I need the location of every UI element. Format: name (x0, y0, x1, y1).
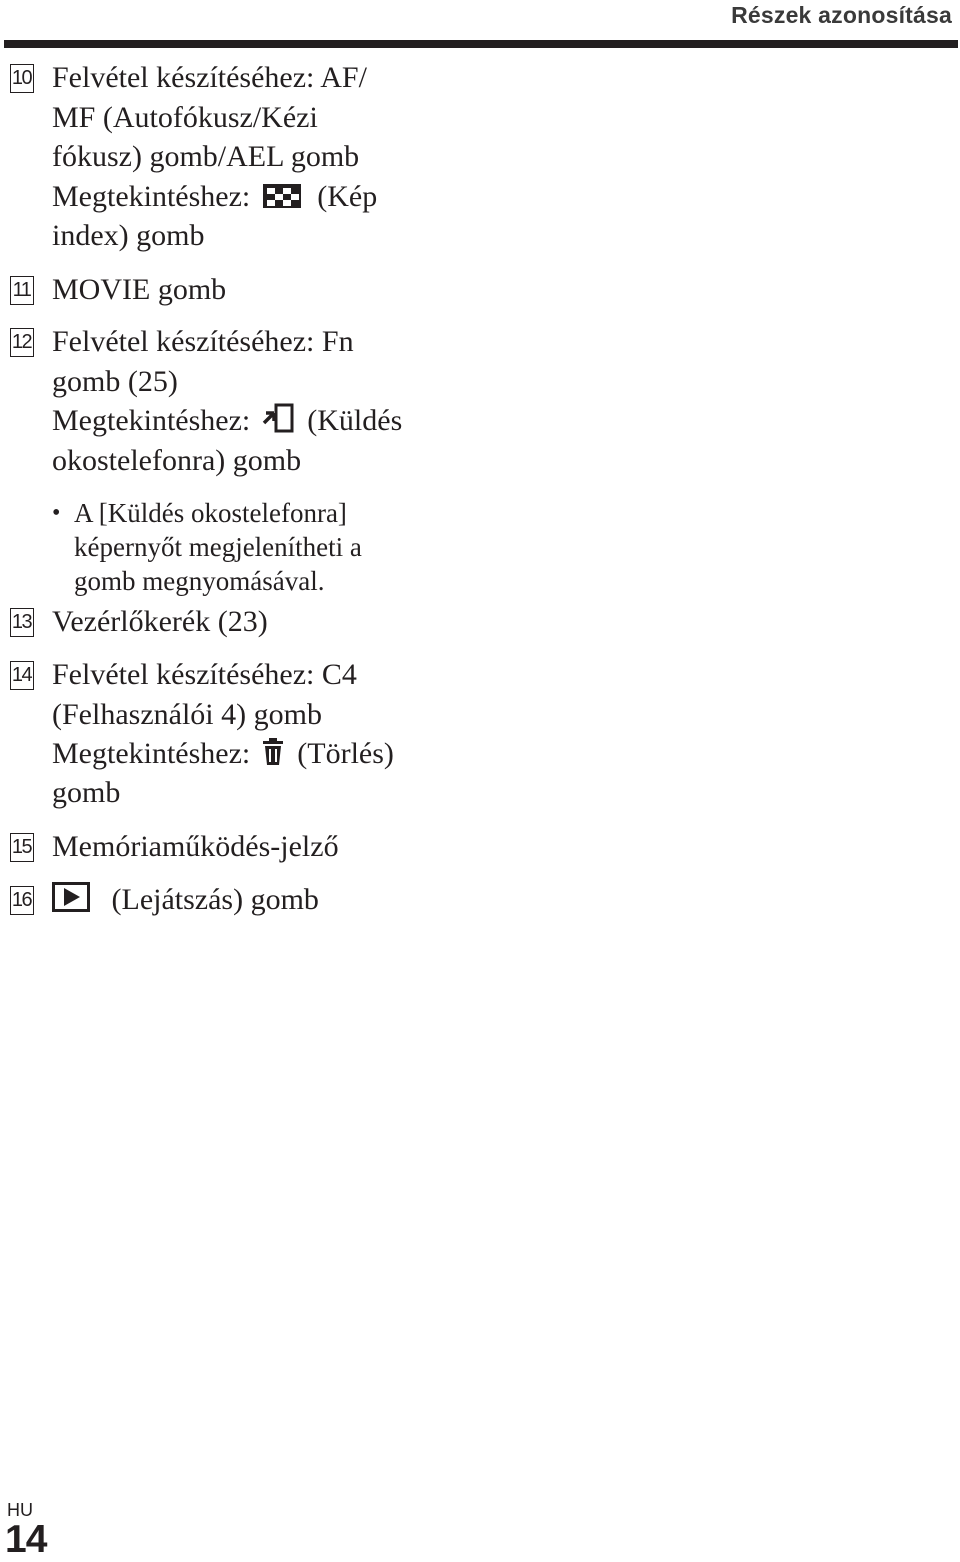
item-number-10: 10 (10, 64, 34, 93)
item-12-view-line (52, 401, 402, 443)
send-to-smartphone-icon (262, 403, 296, 443)
item-12-view-tail: okostelefonra) gomb (52, 444, 302, 477)
trash-icon (262, 737, 284, 776)
page-number: 14 (5, 1518, 47, 1561)
item-12-note-line-3: gomb megnyomásával. (74, 566, 325, 596)
item-14-view-label: (Törlés) (297, 737, 394, 770)
item-14-view-tail: gomb (52, 776, 121, 809)
item-14-view-line (52, 734, 394, 776)
item-10-view-tail: index) gomb (52, 219, 205, 252)
image-index-icon (262, 180, 302, 219)
header-divider (4, 40, 958, 48)
item-14-line-1: Felvétel készítéséhez: C4 (52, 658, 357, 691)
item-12-line-1: Felvétel készítéséhez: Fn (52, 325, 354, 358)
item-10-line-2: MF (Autofókusz/Kézi (52, 101, 318, 134)
item-14-view-prefix: Megtekintéshez: (52, 737, 251, 770)
item-number-16: 16 (10, 886, 34, 915)
item-12-view-label: (Küldés (307, 404, 403, 437)
item-12-view-prefix: Megtekintéshez: (52, 404, 251, 437)
item-10-line-3: fókusz) gomb/AEL gomb (52, 140, 360, 173)
item-10-view-prefix: Megtekintéshez: (52, 180, 251, 213)
item-number-11: 11 (10, 276, 34, 305)
playback-icon (52, 882, 90, 922)
bullet-marker: • (52, 500, 61, 526)
section-title: Részek azonosítása (731, 2, 952, 28)
item-11-line-1: MOVIE gomb (52, 273, 227, 306)
item-13-line-1: Vezérlőkerék (23) (52, 605, 268, 638)
footer-language: HU (7, 1500, 33, 1520)
item-14-line-2: (Felhasználói 4) gomb (52, 698, 322, 731)
item-16-label: (Lejátszás) gomb (111, 883, 319, 916)
item-10-line-1: Felvétel készítéséhez: AF/ (52, 61, 367, 94)
item-number-13: 13 (10, 608, 34, 637)
item-15-line-1: Memóriaműködés-jelző (52, 830, 339, 863)
item-12-line-2: gomb (25) (52, 365, 178, 398)
item-number-15: 15 (10, 833, 34, 862)
item-number-12: 12 (10, 328, 34, 357)
item-number-14: 14 (10, 661, 34, 690)
item-12-note-line-1: A [Küldés okostelefonra] (74, 498, 347, 528)
item-12-note-line-2: képernyőt megjelenítheti a (74, 532, 362, 562)
item-10-view-line (52, 177, 377, 219)
item-10-view-label: (Kép (317, 180, 378, 213)
item-16-line (52, 880, 319, 922)
